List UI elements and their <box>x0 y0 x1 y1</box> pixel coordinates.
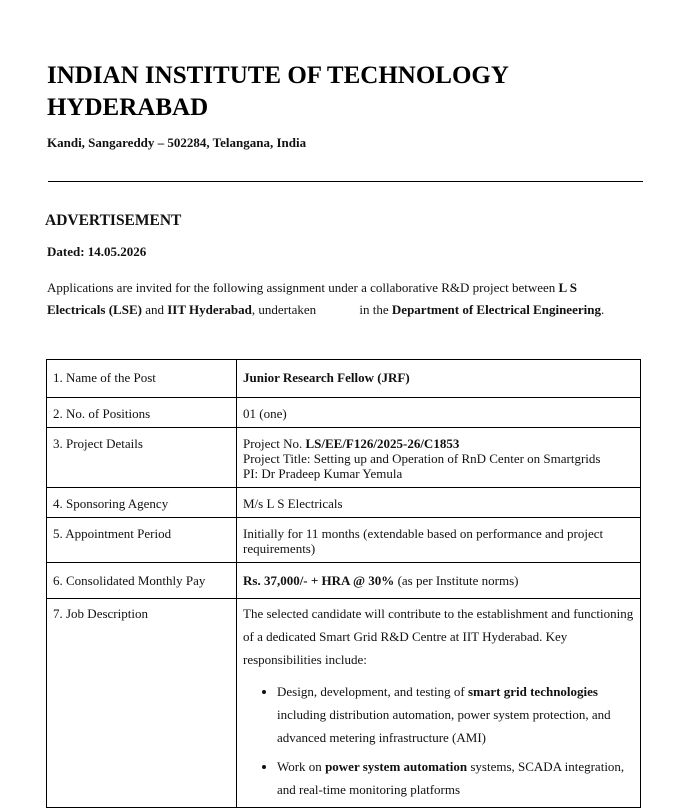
advertisement-heading: ADVERTISEMENT <box>45 212 182 229</box>
project-title: Project Title: Setting up and Operation of RnD Center on Smartgrids <box>243 451 601 466</box>
row-value: 01 (one) <box>237 398 641 428</box>
project-pi: PI: Dr Pradeep Kumar Yemula <box>243 466 403 481</box>
intro-undertaken: , undertaken <box>251 302 317 317</box>
row-label: 2. No. of Positions <box>47 398 237 428</box>
row-label: 3. Project Details <box>47 428 237 488</box>
row-value <box>237 563 641 599</box>
table-row <box>47 398 641 428</box>
project-number-line: Project No. LS/EE/F126/2025-26/C1853 <box>243 436 460 451</box>
post-name: Junior Research Fellow (JRF) <box>243 370 410 385</box>
intro-department: Department of Electrical Engineering <box>391 302 601 317</box>
header-divider <box>48 181 643 182</box>
intro-text: Applications are invited for the following assignment under a collaborative R&D project between <box>47 280 559 295</box>
project-number: LS/EE/F126/2025-26/C1853 <box>305 436 460 451</box>
institute-title: INDIAN INSTITUTE OF TECHNOLOGY HYDERABAD <box>47 62 508 121</box>
list-item: • Design, development, and testing of smart grid technologies including distribution automation, power system protection, and advanced metering infrastructure (AMI) <box>277 680 634 749</box>
intro-in-the: in the <box>356 302 392 317</box>
table-row <box>47 488 641 518</box>
row-value <box>237 428 641 488</box>
intro-paragraph <box>47 277 637 321</box>
institute-address: Kandi, Sangareddy – 502284, Telangana, India <box>47 135 307 150</box>
list-item: • Work on power system automation systems, SCADA integration, and real-time monitoring platforms <box>277 755 634 801</box>
row-label: 6. Consolidated Monthly Pay <box>47 563 237 599</box>
intro-company: L S Electricals (LSE) <box>47 280 577 317</box>
table-row <box>47 518 641 563</box>
row-label: 1. Name of the Post <box>47 360 237 398</box>
table-row <box>47 428 641 488</box>
intro-period: . <box>600 302 605 317</box>
row-value: M/s L S Electricals <box>237 488 641 518</box>
row-value <box>237 360 641 398</box>
responsibilities-list <box>243 680 634 801</box>
table-row <box>47 360 641 398</box>
pay-amount: Rs. 37,000/- + HRA @ 30% <box>243 573 395 588</box>
details-table <box>46 359 641 808</box>
intro-and: and <box>141 302 168 317</box>
row-label: 5. Appointment Period <box>47 518 237 563</box>
intro-institute: IIT Hyderabad <box>167 302 252 317</box>
table-row <box>47 599 641 808</box>
table-row <box>47 563 641 599</box>
row-label: 7. Job Description <box>47 599 237 808</box>
job-description-intro: The selected candidate will contribute to the establishment and functioning of a dedicated Smart Grid R&D Centre at IIT Hyderabad. Key responsibilities include: <box>243 606 634 667</box>
row-value: Initially for 11 months (extendable based on performance and project requirements) <box>237 518 641 563</box>
pay-note: (as per Institute norms) <box>394 573 519 588</box>
row-value <box>237 599 641 808</box>
row-label: 4. Sponsoring Agency <box>47 488 237 518</box>
advertisement-date: Dated: 14.05.2026 <box>47 244 147 259</box>
